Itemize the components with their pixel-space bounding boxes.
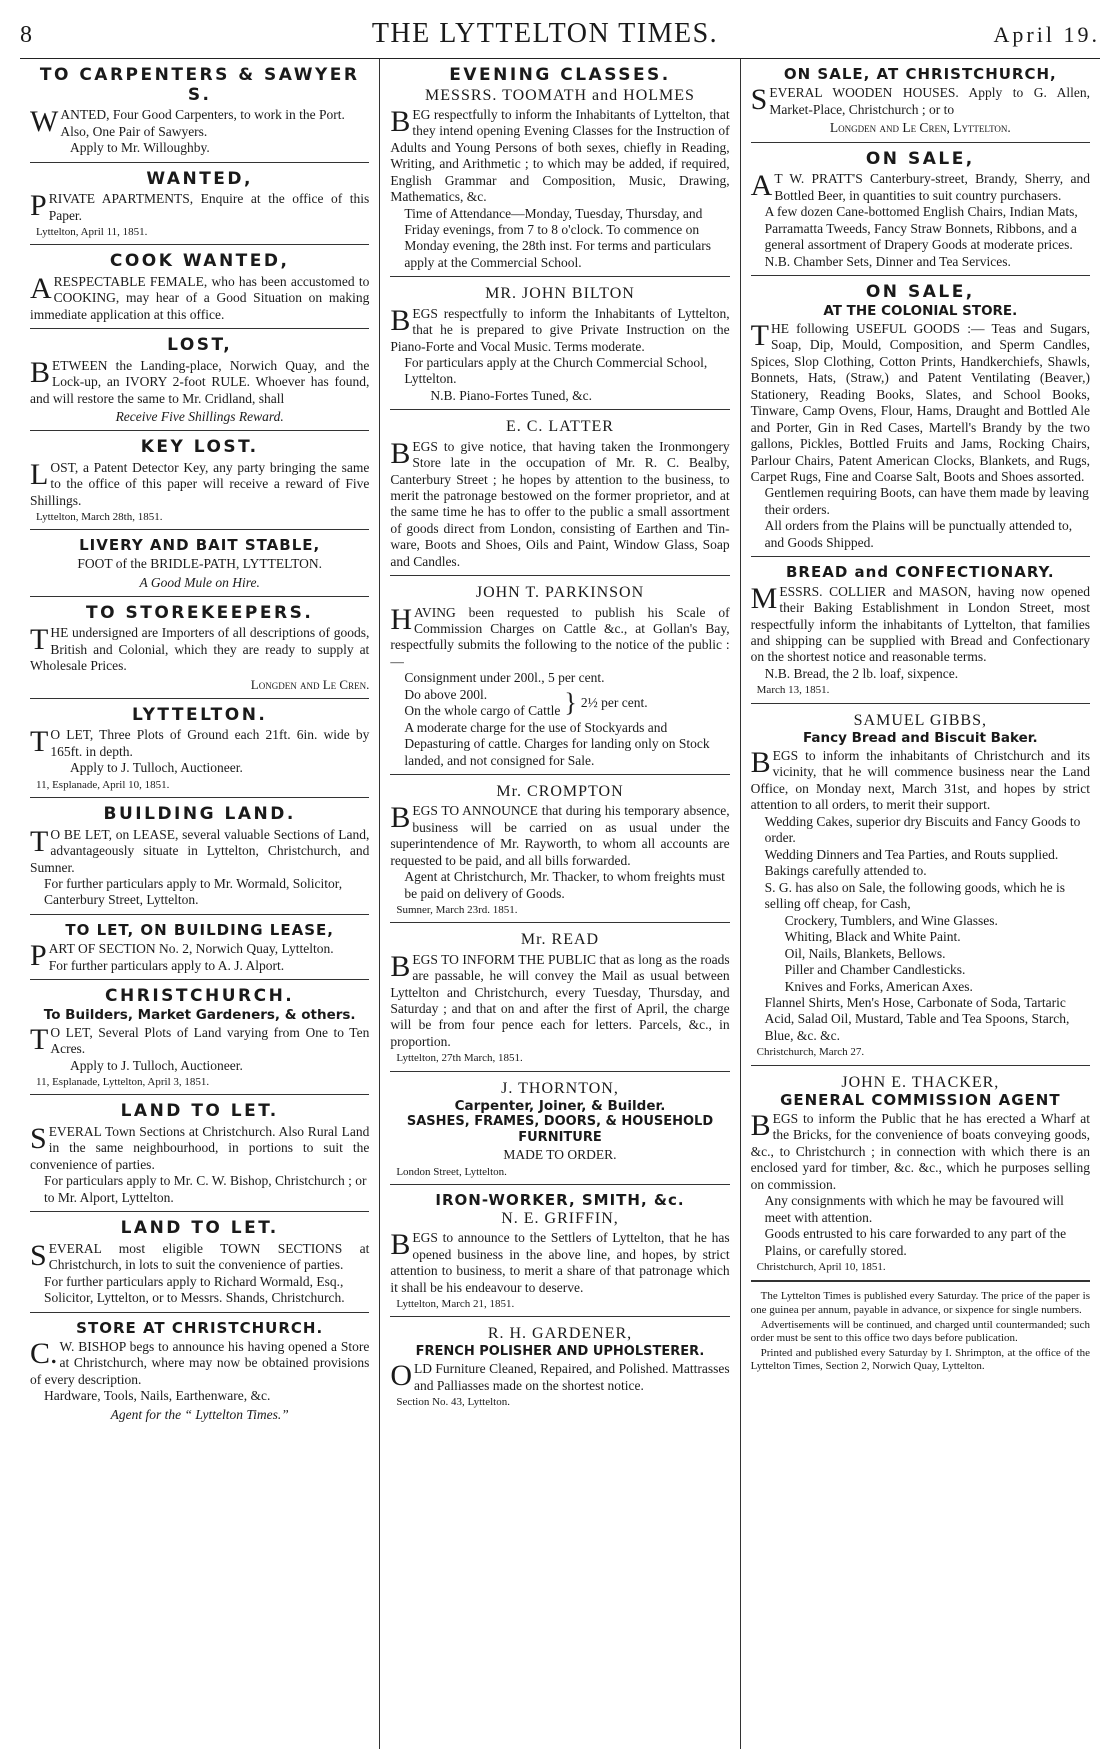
ad-scale-line: Do above 200l. bbox=[404, 686, 488, 702]
ad-scale-rate: 2½ per cent. bbox=[580, 695, 648, 711]
ad-thornton bbox=[390, 1072, 729, 1185]
ad-reward: Receive Five Shillings Reward. bbox=[115, 409, 284, 425]
ad-apply: For further particulars apply to Richard Wormald, Esq., Solicitor, Lyttelton, or to Messrs. Shands, Christchurch. bbox=[44, 1273, 345, 1306]
ad-text: BEG respectfully to inform the Inhabitants of Lyttelton, that they intend opening Evening Classes for the Instruction of Adults and Young Persons of both sexes, chiefly in Reading, Writing, and Arithmetic ; to which may be added, if required, English Grammar and Composition, Music, Drawing, Mathematics, &c. bbox=[390, 104, 730, 205]
ad-text: BEGS to give notice, that having taken the Ironmongery Store late in the occupation of Mr. R. C. Bealby, Canterbury Street ; he hopes by attention to the business, to merit the patronage bestowed on the former proprietor, and at the same time he has to offer to the public a small assortment of goods direct from London, consisting of Earthen and Tin-ware, Boots and Shoes, Oils and Paint, Window Glass, Soap and Candles. bbox=[390, 436, 730, 569]
ad-griffin bbox=[390, 1185, 729, 1318]
ad-date: Lyttelton, March 28th, 1851. bbox=[36, 511, 163, 524]
ad-date: Lyttelton, March 21, 1851. bbox=[396, 1298, 515, 1311]
page-number: 8 bbox=[20, 22, 32, 48]
list-item: Knives and Forks, American Axes. bbox=[784, 978, 973, 994]
publication-notice bbox=[751, 1280, 1090, 1373]
ad-parkinson bbox=[390, 576, 729, 775]
ad-gardener bbox=[390, 1317, 729, 1414]
ad-name: JOHN E. THACKER, bbox=[841, 1073, 1000, 1091]
ad-text: BETWEEN the Landing-place, Norwich Quay, and the Lock-up, an IVORY 2-foot RULE. Whoever has found, and will restore the same to Mr. Cridland, shall bbox=[30, 355, 370, 406]
ad-date: March 13, 1851. bbox=[756, 684, 830, 697]
ad-signature: Longden and Le Cren, Lyttelton. bbox=[829, 120, 1011, 136]
ad-bread bbox=[751, 557, 1090, 703]
ad-subtitle: AT THE COLONIAL STORE. bbox=[823, 302, 1018, 319]
ad-address: Section No. 43, Lyttelton. bbox=[396, 1396, 510, 1409]
ad-date: Sumner, March 23rd. 1851. bbox=[396, 904, 518, 917]
ad-land-to-let-1 bbox=[30, 1095, 369, 1212]
ad-read bbox=[390, 923, 729, 1071]
ad-apply: Apply to Mr. Willoughby. bbox=[70, 140, 210, 156]
ad-text: BEGS TO INFORM THE PUBLIC that as long as the roads are passable, he will convey the Mail as usual between Lyttelton and Christchurch, every Tuesday, Thursday, and Saturday ; and that on and after the first of April, the charge will be from four pence each for letters. Parcels, &c., in proportion. bbox=[390, 949, 730, 1049]
ad-title: COOK WANTED, bbox=[109, 251, 290, 272]
ad-line: Also, One Pair of Sawyers. bbox=[60, 123, 208, 139]
ad-scale-bracket bbox=[390, 687, 729, 720]
ad-christchurch bbox=[30, 980, 369, 1095]
ad-text: BEGS to inform the Public that he has erected a Wharf at the Bricks, for the convenience of boats conveying goods, &c., to Christchurch ; in connection with which there is an enclosed yard for timber, &c. &c., which he purposes selling on commission. bbox=[750, 1109, 1090, 1192]
ad-address: London Street, Lyttelton. bbox=[396, 1165, 507, 1178]
ad-agent: Agent for the “ Lyttelton Times.” bbox=[110, 1406, 289, 1422]
ad-latter bbox=[390, 410, 729, 576]
ad-cakes: Wedding Cakes, superior dry Biscuits and Fancy Goods to order. bbox=[764, 813, 1081, 846]
ad-name: JOHN T. PARKINSON bbox=[475, 584, 645, 602]
ad-name: N. E. GRIFFIN, bbox=[501, 1210, 619, 1228]
ad-name: Mr. READ bbox=[520, 931, 600, 949]
notice-printer: Printed and published every Saturday by I. Shrimpton, at the office of the Lyttelton Times, Section 2, Norwich Quay, Lyttelton. bbox=[750, 1347, 1090, 1373]
ad-date: Lyttelton, 27th March, 1851. bbox=[396, 1052, 523, 1065]
ad-signature: Longden and Le Cren. bbox=[250, 676, 370, 692]
ad-apply: Apply to J. Tulloch, Auctioneer. bbox=[70, 760, 243, 776]
ad-title: LAND TO LET. bbox=[120, 1218, 279, 1239]
ad-scale-line: Consignment under 200l., 5 per cent. bbox=[404, 670, 605, 686]
ad-date: Lyttelton, April 11, 1851. bbox=[36, 225, 148, 238]
ad-gibbs bbox=[751, 704, 1090, 1066]
ad-text: BEGS to announce to the Settlers of Lyttelton, that he has opened business in the above line, and hopes, by strict attention to business, to merit a share of that patronage which it shall be his endeavour to deserve. bbox=[390, 1228, 730, 1295]
ad-cook bbox=[30, 245, 369, 329]
ad-lost bbox=[30, 329, 369, 431]
ad-carpenters bbox=[30, 59, 369, 163]
ad-note: A Good Mule on Hire. bbox=[139, 574, 260, 590]
ad-agent: Agent at Christchurch, Mr. Thacker, to whom freights must be paid on delivery of Goods. bbox=[404, 869, 725, 901]
list-item: Whiting, Black and White Paint. bbox=[784, 929, 961, 945]
ad-wooden-houses bbox=[751, 59, 1090, 143]
ad-consign: Any consignments with which he may be favoured will meet with attention. bbox=[764, 1193, 1064, 1225]
ad-dinners: Wedding Dinners and Tea Parties, and Routs supplied. bbox=[764, 846, 1059, 862]
ad-building-land bbox=[30, 798, 369, 915]
ad-store-christchurch bbox=[30, 1313, 369, 1428]
ad-text: WANTED, Four Good Carpenters, to work in the Port. bbox=[30, 105, 345, 139]
ad-livery bbox=[30, 530, 369, 597]
ad-date: Christchurch, April 10, 1851. bbox=[756, 1261, 886, 1274]
ad-apply: For further particulars apply to A. J. Alport. bbox=[48, 957, 285, 973]
ad-subtitle: FRENCH POLISHER AND UPHOLSTERER. bbox=[415, 1343, 705, 1359]
ad-text: AT W. PRATT'S Canterbury-street, Brandy, Sherry, and Bottled Beer, in quantities to suit country purchasers. bbox=[750, 169, 1090, 203]
ad-wanted bbox=[30, 163, 369, 246]
ad-storekeepers bbox=[30, 597, 369, 699]
ad-bakings: Bakings carefully attended to. bbox=[764, 863, 927, 879]
ad-flannel: Flannel Shirts, Men's Hose, Carbonate of Soda, Tartaric Acid, Salad Oil, Mustard, Table and Tea Spoons, Starch, Blue, &c. &c. bbox=[764, 994, 1070, 1043]
ad-text: PRIVATE APARTMENTS, Enquire at the office of this Paper. bbox=[30, 189, 370, 223]
ad-lyttelton bbox=[30, 699, 369, 798]
ad-apply: Apply to J. Tulloch, Auctioneer. bbox=[70, 1057, 243, 1073]
ad-title: LIVERY AND BAIT STABLE, bbox=[79, 536, 321, 555]
ad-title: BUILDING LAND. bbox=[103, 804, 296, 825]
ad-text: PART OF SECTION No. 2, Norwich Quay, Lyttelton. bbox=[30, 939, 334, 973]
ad-name: R. H. GARDENER, bbox=[487, 1325, 633, 1343]
ad-line: FOOT of the BRIDLE-PATH, LYTTELTON. bbox=[77, 556, 322, 572]
column-3 bbox=[740, 59, 1100, 1749]
ad-text: TO LET, Several Plots of Land varying from One to Ten Acres. bbox=[30, 1022, 370, 1057]
ad-colonial-store bbox=[751, 276, 1090, 557]
ad-land-to-let-2 bbox=[30, 1212, 369, 1312]
ad-goods: Hardware, Tools, Nails, Earthenware, &c. bbox=[44, 1388, 271, 1404]
ad-title: LAND TO LET. bbox=[120, 1101, 279, 1122]
ad-bilton bbox=[390, 277, 729, 410]
ad-title: EVENING CLASSES. bbox=[449, 65, 671, 85]
ad-title: KEY LOST. bbox=[140, 437, 259, 458]
ad-text: SEVERAL most eligible TOWN SECTIONS at Christchurch, in lots to suit the convenience of parties. bbox=[30, 1238, 370, 1273]
ad-building-lease bbox=[30, 915, 369, 980]
ad-text: C.W. BISHOP begs to announce his having opened a Store at Christchurch, where may now be obtained provisions of every description. bbox=[30, 1337, 370, 1387]
ad-title: ON SALE, bbox=[865, 148, 975, 169]
ad-crompton bbox=[390, 775, 729, 923]
ad-name: SAMUEL GIBBS, bbox=[853, 711, 987, 729]
ad-title: TO LET, ON BUILDING LEASE, bbox=[65, 920, 334, 939]
ad-text: LOST, a Patent Detector Key, any party bringing the same to the office of this paper will receive a reward of Five Shillings. bbox=[30, 457, 370, 508]
ad-text: THE undersigned are Importers of all descriptions of goods, British and Colonial, which they are ready to supply at Wholesale Prices. bbox=[30, 623, 370, 674]
ad-thacker bbox=[751, 1066, 1090, 1379]
ad-title: TO STOREKEEPERS. bbox=[86, 602, 314, 623]
ad-apply: For particulars apply to Mr. C. W. Bishop, Christchurch ; or to Mr. Alport, Lyttelton. bbox=[44, 1173, 367, 1205]
ad-goods: Goods entrusted to his care forwarded to any part of the Plains, or carefully stored. bbox=[764, 1226, 1067, 1258]
ad-boots: Gentlemen requiring Boots, can have them made by leaving their orders. bbox=[764, 485, 1089, 517]
ad-title: TO CARPENTERS & SAWYER S. bbox=[39, 65, 360, 105]
notice-advertisements: Advertisements will be continued, and charged until countermanded; such order must be sent to this office two days before publication. bbox=[750, 1318, 1090, 1344]
ad-text: BEGS to inform the inhabitants of Christchurch and its vicinity, that he will commence business near the Land Office, on Monday next, March 31st, and hopes by strict attention to all orders, to merit their support. bbox=[750, 745, 1090, 813]
ad-text: TO BE LET, on LEASE, several valuable Sections of Land, advantageously situate in Lyttelton, Christchurch, and Sumner. bbox=[30, 824, 370, 875]
notice-price: The Lyttelton Times is published every Saturday. The price of the paper is one guinea per annum, payable in advance, or sixpence for single numbers. bbox=[750, 1290, 1090, 1316]
ad-text: SEVERAL WOODEN HOUSES. Apply to G. Allen, Market-Place, Christchurch ; or to bbox=[750, 83, 1090, 117]
ad-title: WANTED, bbox=[146, 168, 253, 189]
ad-date: Christchurch, March 27. bbox=[756, 1046, 865, 1059]
ad-orders: All orders from the Plains will be punctually attended to, and Goods Shipped. bbox=[764, 518, 1073, 550]
ad-date: 11, Esplanade, April 10, 1851. bbox=[36, 778, 170, 791]
ad-subtitle: Carpenter, Joiner, & Builder. bbox=[454, 1097, 666, 1114]
list-item: Crockery, Tumblers, and Wine Glasses. bbox=[784, 912, 998, 928]
ad-key-lost bbox=[30, 431, 369, 530]
ad-note: N.B. Piano-Fortes Tuned, &c. bbox=[430, 387, 592, 403]
ad-title: IRON-WORKER, SMITH, &c. bbox=[435, 1190, 685, 1209]
ad-title: ON SALE, bbox=[865, 282, 975, 303]
ad-more: A few dozen Cane-bottomed English Chairs, Indian Mats, Parramatta Tweeds, Fancy Straw Bonnets, Ribbons, and a general assortment of Drapery Goods at moderate prices. bbox=[764, 204, 1078, 253]
ad-text: SEVERAL Town Sections at Christchurch. Also Rural Land in the same neighbourhood, in portions to suit the convenience of parties. bbox=[30, 1121, 370, 1172]
ad-title: BREAD and CONFECTIONARY. bbox=[786, 563, 1055, 582]
ad-title: LOST, bbox=[167, 335, 233, 356]
columns bbox=[20, 59, 1100, 1749]
column-1 bbox=[20, 59, 379, 1749]
ad-text: ARESPECTABLE FEMALE, who has been accustomed to COOKING, may hear of a Good Situation on making immediate application at this office. bbox=[30, 271, 370, 322]
ad-extra: A moderate charge for the use of Stockyards and Depasturing of cattle. Charges for landing only on Stock landed, and not consigned for Sale. bbox=[404, 719, 710, 768]
ad-title: ON SALE, AT CHRISTCHURCH, bbox=[783, 65, 1057, 83]
ad-text: BEGS respectfully to inform the Inhabitants of Lyttelton, that he is prepared to give Private Instruction on the Piano-Forte and Vocal Music. Terms moderate. bbox=[390, 303, 730, 354]
masthead bbox=[20, 18, 1100, 59]
ad-name: J. THORNTON, bbox=[501, 1079, 619, 1097]
ad-text: OLD Furniture Cleaned, Repaired, and Polished. Mattrasses and Palliasses made on the shortest notice. bbox=[390, 1359, 730, 1393]
ad-also: S. G. has also on Sale, the following goods, which he is selling off cheap, for Cash, bbox=[764, 879, 1066, 912]
ad-pratt bbox=[751, 143, 1090, 276]
ad-time: Time of Attendance—Monday, Tuesday, Thursday, and Friday evenings, from 7 to 8 o'clock. To commence on Monday evening, the 28th inst. For terms and particulars apply at the Commercial School. bbox=[404, 205, 712, 270]
list-item: Oil, Nails, Blankets, Bellows. bbox=[784, 945, 946, 961]
ad-scale-lines bbox=[404, 687, 560, 720]
newspaper-title: THE LYTTELTON TIMES. bbox=[371, 18, 719, 49]
ad-text: TO LET, Three Plots of Ground each 21ft. 6in. wide by 165ft. in depth. bbox=[30, 725, 370, 759]
ad-subtitle-2: SASHES, FRAMES, DOORS, & HOUSEHOLD FURNITURE bbox=[406, 1113, 714, 1145]
ad-title: GENERAL COMMISSION AGENT bbox=[780, 1090, 1061, 1109]
ad-name: MR. JOHN BILTON bbox=[485, 285, 635, 303]
ad-note: N.B. Bread, the 2 lb. loaf, sixpence. bbox=[764, 665, 959, 681]
ad-apply: For particulars apply at the Church Commercial School, Lyttelton. bbox=[404, 355, 708, 387]
ad-name: E. C. LATTER bbox=[505, 418, 614, 436]
ad-evening-classes bbox=[390, 59, 729, 277]
ad-text: THE following USEFUL GOODS :— Teas and Sugars, Soap, Dip, Mould, Composition, and Sperm Candles, Spices, Slop Clothing, Cotton Prints, Handkerchiefs, Shawls, Bonnets, Hats, (Straw,) and Patent Ventilating (Beaver,) Stationery, Reading Books, Slates, and School Books, Tinware, Camp Ovens, Flour, Hams, Draught and Bottled Ale and Porter, Gin in Red Cases, Martell's Brandy by the two gallons, Pickles, Bottled Fruits and Jams, Rocking Chairs, Parlour Chairs, Patent American Clocks, Blankets, and Rugs, Carpet Rugs, Fine and Coarse Salt, Boots and Shoes assorted. bbox=[750, 318, 1090, 484]
ad-made: MADE TO ORDER. bbox=[503, 1147, 617, 1163]
ad-title: STORE AT CHRISTCHURCH. bbox=[76, 1318, 324, 1337]
ad-subtitle: To Builders, Market Gardeners, & others. bbox=[43, 1006, 356, 1023]
ad-title: LYTTELTON. bbox=[131, 704, 268, 725]
ad-text: MESSRS. COLLIER and MASON, having now opened their Baking Establishment in London Street, most respectfully inform the inhabitants of Lyttelton, that families and shipping can be supplied with Bread and Confectionary on the shortest notice and reasonable terms. bbox=[750, 581, 1090, 665]
ad-date: 11, Esplanade, Lyttelton, April 3, 1851. bbox=[36, 1076, 210, 1089]
ad-scale-line: On the whole cargo of Cattle bbox=[404, 703, 561, 719]
ad-subtitle: Fancy Bread and Biscuit Baker. bbox=[802, 729, 1038, 746]
ad-name: MESSRS. TOOMATH and HOLMES bbox=[425, 86, 695, 104]
ad-apply: For further particulars apply to Mr. Wormald, Solicitor, Canterbury Street, Lyttelton. bbox=[44, 875, 343, 908]
ad-title: CHRISTCHURCH. bbox=[105, 986, 295, 1007]
list-item: Piller and Chamber Candlesticks. bbox=[784, 962, 966, 978]
column-2 bbox=[379, 59, 739, 1749]
ad-text: HAVING been requested to publish his Scale of Commission Charges on Cattle &c., at Gollan's Bay, respectfully submits the following to the notice of the public :— bbox=[390, 602, 730, 669]
ad-note: N.B. Chamber Sets, Dinner and Tea Services. bbox=[764, 253, 1011, 269]
ad-name: Mr. CROMPTON bbox=[496, 783, 624, 801]
ad-text: BEGS TO ANNOUNCE that during his temporary absence, business will be carried on as usual under the superintendence of Mr. Rayworth, to whom all accounts are requested to be paid, and all bills forwarded. bbox=[390, 801, 730, 868]
issue-date: April 19. bbox=[993, 22, 1100, 47]
brace-icon: } bbox=[564, 688, 577, 718]
